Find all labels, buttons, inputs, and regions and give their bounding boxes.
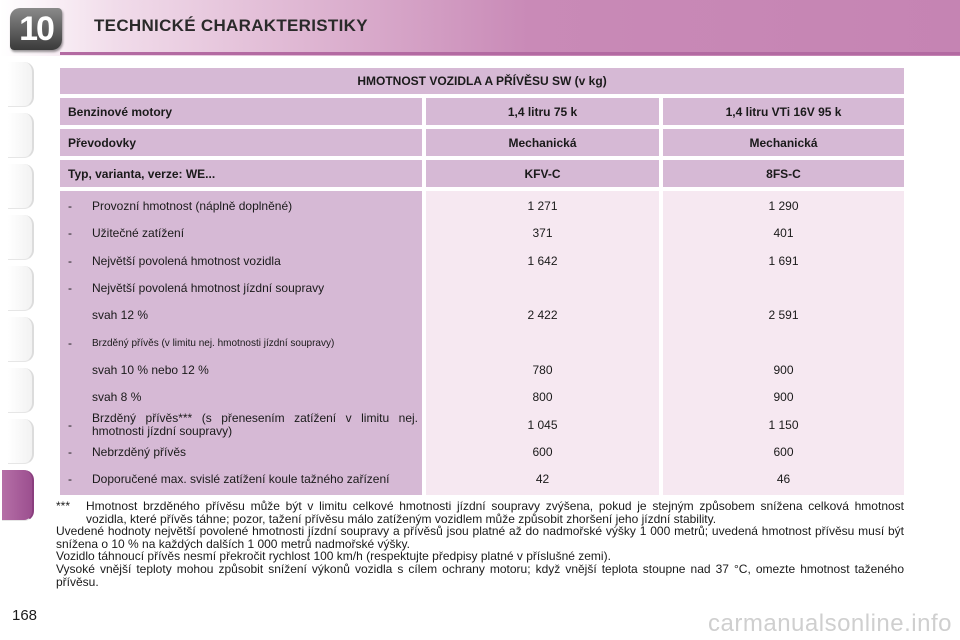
chapter-tab-10-active[interactable] bbox=[2, 470, 34, 521]
data-label: - Brzděný přívěs*** (s přenesením zatížení v limitu nej. hmotnosti jízdní soupravy) bbox=[68, 411, 418, 439]
gearbox-1: Mechanická bbox=[426, 129, 659, 156]
type-2: 8FS-C bbox=[663, 160, 904, 187]
data-values-2 bbox=[663, 191, 904, 495]
row-label: Benzinové motory bbox=[60, 98, 422, 125]
value: 800 bbox=[532, 390, 553, 405]
note-speed: Vozidlo táhnoucí přívěs nesmí překročit rychlost 100 km/h (respektujte předpisy platné v příslušné zemi). bbox=[56, 549, 611, 564]
chapter-tab-3[interactable] bbox=[8, 164, 34, 209]
chapter-tab-6[interactable] bbox=[8, 317, 34, 362]
page-number: 168 bbox=[12, 607, 38, 624]
value bbox=[663, 329, 904, 356]
value bbox=[663, 275, 904, 302]
row-label: Typ, varianta, verze: WE... bbox=[60, 160, 422, 187]
value: 600 bbox=[532, 444, 553, 459]
footnotes bbox=[56, 500, 904, 588]
footnote-mark: *** bbox=[56, 499, 71, 513]
data-label: - Brzděný přívěs (v limitu nej. hmotnosti jízdní soupravy) bbox=[68, 335, 335, 350]
chapter-tab-8[interactable] bbox=[8, 419, 34, 464]
chapter-tab-5[interactable] bbox=[8, 266, 34, 311]
engine-2: 1,4 litru VTi 16V 95 k bbox=[663, 98, 904, 125]
chapter-tab-2[interactable] bbox=[8, 113, 34, 158]
page-title: TECHNICKÉ CHARAKTERISTIKY bbox=[94, 16, 368, 35]
value: 1 271 bbox=[527, 199, 558, 214]
table-row-type bbox=[60, 160, 904, 187]
header-divider bbox=[60, 52, 960, 55]
data-label: svah 12 % bbox=[92, 308, 149, 323]
table-row-engines bbox=[60, 98, 904, 125]
value: 1 691 bbox=[768, 253, 799, 268]
data-values-1 bbox=[426, 191, 659, 495]
data-label: - Největší povolená hmotnost vozidla bbox=[68, 253, 281, 268]
gearbox-2: Mechanická bbox=[663, 129, 904, 156]
table-title: HMOTNOST VOZIDLA A PŘÍVĚSU SW (v kg) bbox=[60, 68, 904, 94]
data-label: - Doporučené max. svislé zatížení koule tažného zařízení bbox=[68, 472, 390, 487]
value: 1 045 bbox=[527, 417, 558, 432]
chapter-tab-4[interactable] bbox=[8, 215, 34, 260]
value: 900 bbox=[773, 390, 794, 405]
value bbox=[426, 275, 659, 302]
value: 2 591 bbox=[768, 308, 799, 323]
data-label: - Užitečné zatížení bbox=[68, 226, 185, 241]
chapter-tab-7[interactable] bbox=[8, 368, 34, 413]
watermark: carmanualsonline.info bbox=[708, 610, 952, 637]
value: 42 bbox=[535, 472, 550, 487]
data-labels bbox=[60, 191, 422, 495]
footnote-text: Hmotnost brzděného přívěsu může být v limitu celkové hmotnosti jízdní soupravy zvýšena, pokud je stejným způsobem snížena celková hmotnost vozidla, které přívěs táhne; pozor, tažení přívěsu málo zatíženým vozidlem může způsobit zhoršení jeho jízdní stability. bbox=[86, 499, 904, 526]
value: 1 150 bbox=[768, 417, 799, 432]
footnote-star bbox=[56, 500, 904, 525]
data-label: - Provozní hmotnost (náplně doplněné) bbox=[68, 199, 293, 214]
engine-1: 1,4 litru 75 k bbox=[426, 98, 659, 125]
type-1: KFV-C bbox=[426, 160, 659, 187]
value bbox=[426, 329, 659, 356]
row-label: Převodovky bbox=[60, 129, 422, 156]
data-label: - Největší povolená hmotnost jízdní soupravy bbox=[68, 281, 325, 296]
chapter-tabs bbox=[0, 62, 40, 527]
data-label: - Nebrzděný přívěs bbox=[68, 444, 187, 459]
note-altitude: Uvedené hodnoty největší povolené hmotnosti jízdní soupravy a přívěsů jsou platné až do nadmořské výšky 1 000 metrů; uvedená hmotnost přívěsu musí být snížena o 10 % na každých dalších 1 000 metrů nadmořské výšky. bbox=[56, 524, 904, 551]
value: 900 bbox=[773, 362, 794, 377]
chapter-badge: 10 bbox=[10, 8, 62, 50]
value: 1 642 bbox=[527, 253, 558, 268]
data-label: svah 8 % bbox=[92, 390, 142, 405]
value: 371 bbox=[532, 226, 553, 241]
data-label: svah 10 % nebo 12 % bbox=[92, 362, 209, 377]
chapter-tab-1[interactable] bbox=[8, 62, 34, 107]
value: 2 422 bbox=[527, 308, 558, 323]
table-data-block bbox=[60, 191, 904, 495]
value: 46 bbox=[776, 472, 791, 487]
weights-table bbox=[56, 64, 908, 499]
value: 401 bbox=[773, 226, 794, 241]
value: 600 bbox=[773, 444, 794, 459]
value: 780 bbox=[532, 362, 553, 377]
value: 1 290 bbox=[768, 199, 799, 214]
note-temperature: Vysoké vnější teploty mohou způsobit snížení výkonů vozidla s cílem ochrany motoru; když vnější teplota stoupne nad 37 °C, omezte hmotnost taženého přívěsu. bbox=[56, 561, 904, 589]
table-row-gearbox bbox=[60, 129, 904, 156]
